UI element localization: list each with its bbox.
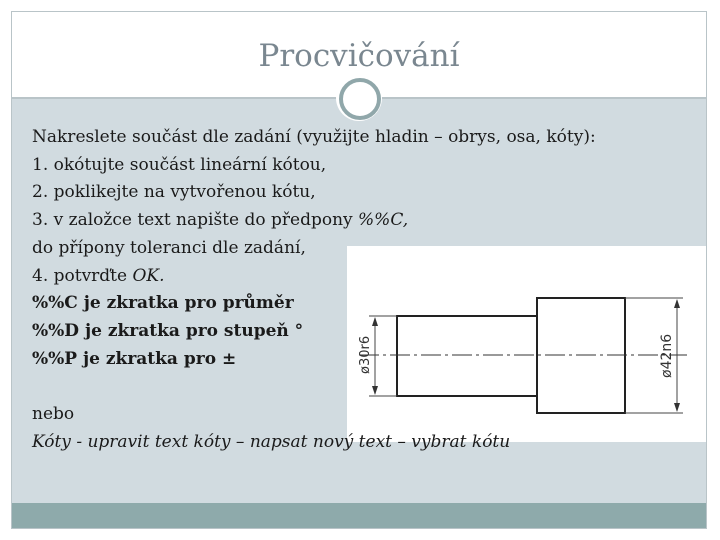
instruction-line: do přípony toleranci dle zadání,	[32, 237, 306, 258]
prefix-code: %%C,	[358, 210, 409, 231]
instruction-line	[32, 263, 692, 291]
spacer	[32, 373, 692, 401]
large-dimension-label: ø42n6	[659, 333, 675, 378]
instruction-text: 3. v založce text napište do předpony	[32, 210, 359, 231]
shortcut-line: %%C je zkratka pro průměr	[32, 293, 294, 314]
ok-text: OK.	[132, 265, 165, 286]
instruction-line	[32, 207, 692, 235]
alt-instruction: Kóty - upravit text kóty – napsat nový text – vybrat kótu	[32, 431, 511, 452]
instructions-text	[32, 124, 692, 456]
nebo-text: nebo	[32, 404, 75, 425]
divider-circle-icon	[339, 78, 381, 120]
slide-title: Procvičování	[258, 38, 460, 74]
shortcut-line: %%D je zkratka pro stupeň °	[32, 320, 304, 341]
instruction-text: 4. potvrďte	[32, 265, 133, 286]
instruction-line: 1. okótujte součást lineární kótou,	[32, 154, 327, 175]
small-dimension-label: ø30r6	[358, 335, 373, 374]
instruction-line: 2. poklikejte na vytvořenou kótu,	[32, 182, 316, 203]
shortcut-line: %%P je zkratka pro ±	[32, 348, 237, 369]
instruction-line: Nakreslete součást dle zadání (využijte hladin – obrys, osa, kóty):	[32, 127, 596, 147]
